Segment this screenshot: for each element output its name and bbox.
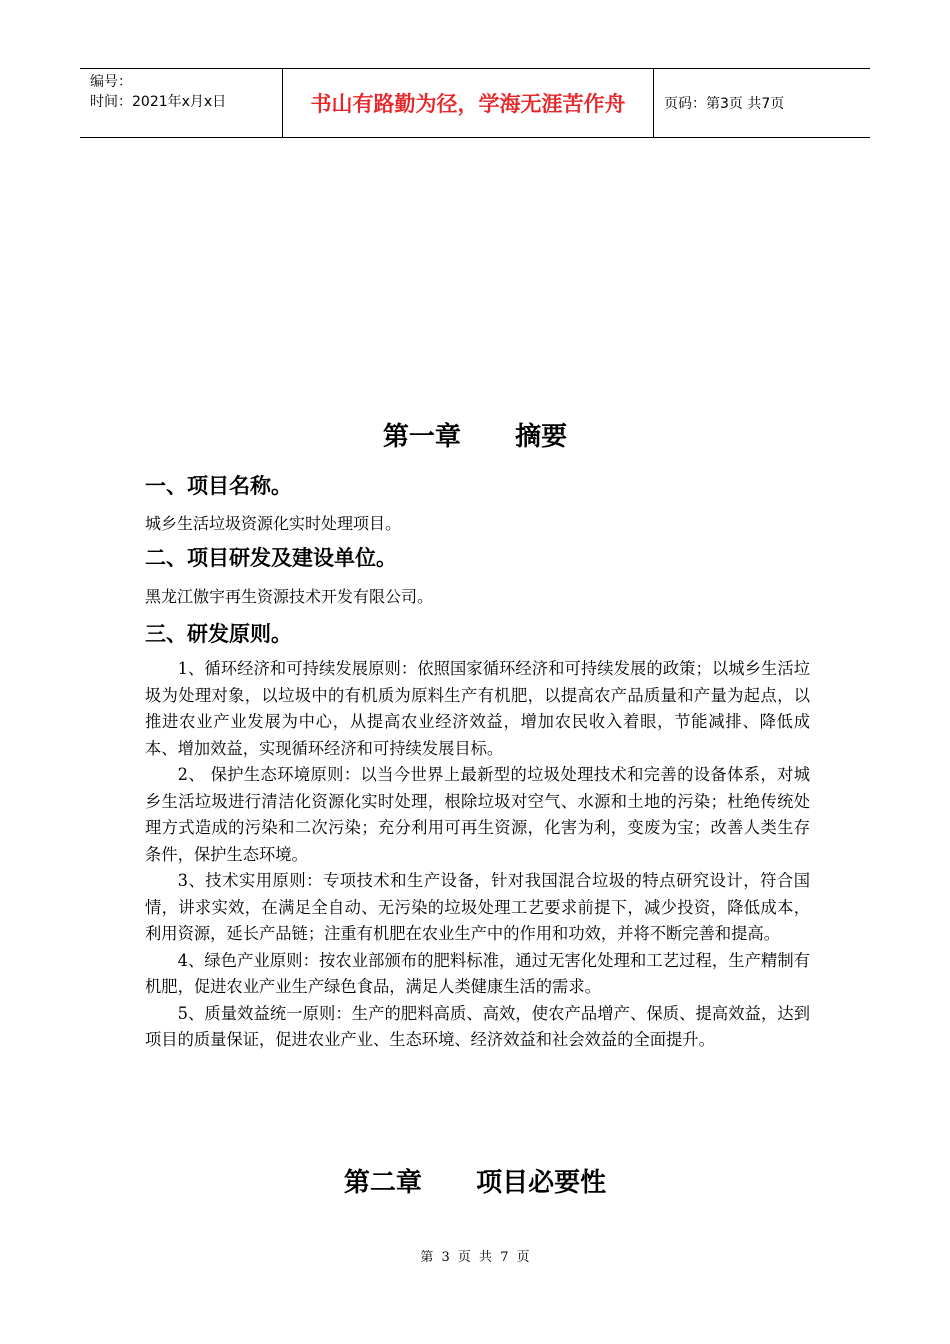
section-developer-heading: 二、项目研发及建设单位。 bbox=[145, 546, 397, 570]
doc-number-label: 编号： bbox=[90, 74, 132, 90]
chapter-two-title: 第二章 项目必要性 bbox=[343, 1168, 607, 1198]
principle-paragraph: 1、循环经济和可持续发展原则：依照国家循环经济和可持续发展的政策；以城乡生活垃圾为处理对象，以垃圾中的有机质为原料生产有机肥，以提高农产品质量和产量为起点，以推进农业产业发展为中心，从提高农业经济效益，增加农民收入着眼，节能减排、降低成本、增加效益，实现循环经济和可持续发展目标。 bbox=[145, 659, 810, 758]
page-footer: 第 3 页 共 7 页 bbox=[420, 1250, 530, 1265]
principle-paragraph: 4、绿色产业原则：按农业部颁布的肥料标准，通过无害化处理和工艺过程，生产精制有机肥，促进农业产业生产绿色食品，满足人类健康生活的需求。 bbox=[145, 950, 810, 996]
section-principles-heading: 三、研发原则。 bbox=[145, 622, 292, 646]
principle-paragraph: 2、 保护生态环境原则：以当今世界上最新型的垃圾处理技术和完善的设备体系，对城乡生活垃圾进行清洁化资源化实时处理，根除垃圾对空气、水源和土地的污染；杜绝传统处理方式造成的污染和二次污染；充分利用可再生资源，化害为利，变废为宝；改善人类生存条件，保护生态环境。 bbox=[145, 765, 810, 864]
principle-paragraph: 5、质量效益统一原则：生产的肥料高质、高效，使农产品增产、保质、提高效益，达到项目的质量保证，促进农业产业、生态环境、经济效益和社会效益的全面提升。 bbox=[145, 1003, 810, 1049]
page-header bbox=[80, 68, 870, 138]
chapter-one-title: 第一章 摘要 bbox=[382, 422, 568, 452]
doc-time-label: 时间：2021年x月x日 bbox=[90, 94, 227, 110]
header-page-info: 页码：第3页 共7页 bbox=[664, 96, 785, 112]
principles-body bbox=[145, 656, 810, 1054]
section-project-name-heading: 一、项目名称。 bbox=[145, 474, 292, 498]
principle-paragraph: 3、技术实用原则：专项技术和生产设备，针对我国混合垃圾的特点研究设计，符合国情，讲求实效，在满足全自动、无污染的垃圾处理工艺要求前提下，减少投资，降低成本，利用资源，延长产品链；注重有机肥在农业生产中的作用和功效，并将不断完善和提高。 bbox=[145, 871, 810, 943]
header-motto: 书山有路勤为径，学海无涯苦作舟 bbox=[282, 69, 654, 137]
header-meta bbox=[80, 69, 282, 137]
section-project-name-content: 城乡生活垃圾资源化实时处理项目。 bbox=[145, 514, 402, 533]
section-developer-content: 黑龙江傲宇再生资源技术开发有限公司。 bbox=[145, 587, 434, 606]
